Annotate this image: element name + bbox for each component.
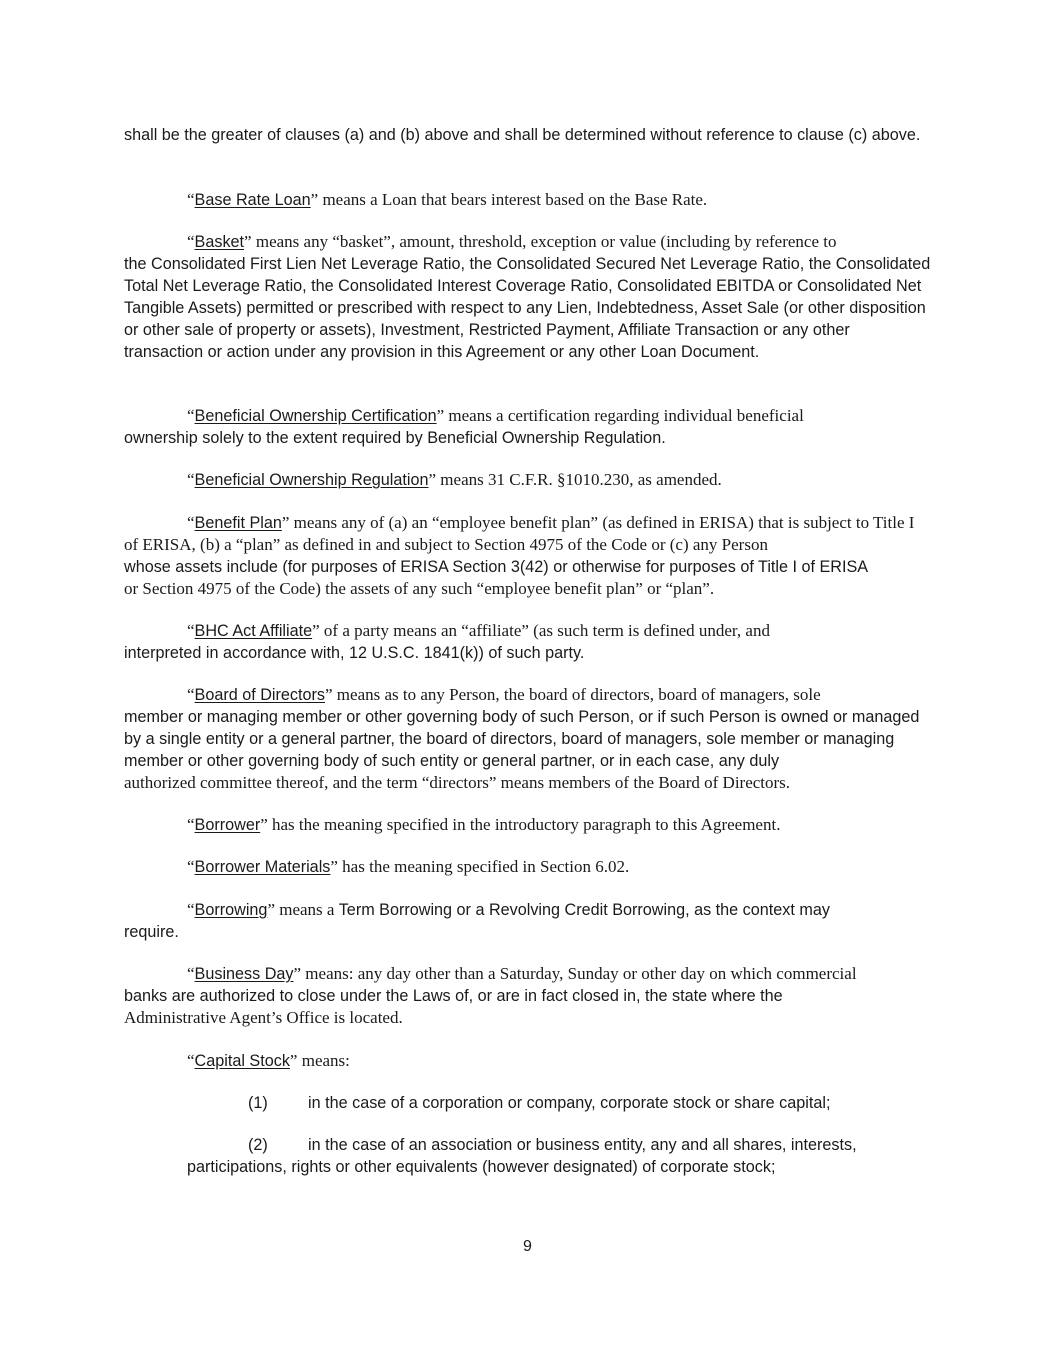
definition-beneficial-ownership-certification-body: ownership solely to the extent required by Beneficial Ownership Regulation. — [124, 429, 666, 447]
definition-borrowing-end: require. — [124, 923, 179, 941]
defined-term: Borrower Materials — [194, 858, 331, 876]
defined-term: BHC Act Affiliate — [194, 622, 313, 640]
definition-board-of-directors-body: member or managing member or other governing body of such Person, or if such Person is owned or managed by a single entity or a general partner, the board of directors, board of managers, sole member or managing member or other governing body of such entity or general partner, or in each case, any duly — [124, 708, 920, 770]
defined-term: Benefit Plan — [194, 514, 282, 532]
definition-bhc-act-affiliate-body: interpreted in accordance with, 12 U.S.C. 1841(k)) of such party. — [124, 644, 585, 662]
definition-capital-stock: “Capital Stock” means: — [187, 1051, 350, 1070]
definition-borrowing: “Borrowing” means a Term Borrowing or a Revolving Credit Borrowing, as the context may — [187, 900, 830, 919]
definition-base-rate-loan: “Base Rate Loan” means a Loan that bears interest based on the Base Rate. — [187, 190, 708, 209]
definition-benefit-plan-end: or Section 4975 of the Code) the assets of any such “employee benefit plan” or “plan”. — [124, 579, 715, 598]
intro-paragraph: shall be the greater of clauses (a) and (b) above and shall be determined without reference to clause (c) above. — [124, 126, 921, 144]
clause-number: (1) — [248, 1094, 268, 1112]
clause-2 — [187, 1134, 932, 1156]
definition-borrower-materials: “Borrower Materials” has the meaning specified in Section 6.02. — [187, 857, 630, 876]
definition-beneficial-ownership-certification: “Beneficial Ownership Certification” means a certification regarding individual beneficial — [187, 406, 804, 425]
defined-term: Beneficial Ownership Certification — [194, 407, 437, 425]
definition-business-day-mid: banks are authorized to close under the Laws of, or are in fact closed in, the state where the — [124, 987, 783, 1005]
defined-term: Basket — [194, 233, 245, 251]
definition-benefit-plan-mid: whose assets include (for purposes of ERISA Section 3(42) or otherwise for purposes of Title I of ERISA — [124, 558, 869, 576]
clause-number: (2) — [248, 1136, 268, 1154]
clause-2-continuation: participations, rights or other equivalents (however designated) of corporate stock; — [187, 1158, 776, 1176]
definition-basket: “Basket” means any “basket”, amount, threshold, exception or value (including by reference to — [187, 232, 837, 251]
defined-term: Capital Stock — [194, 1052, 290, 1070]
definition-business-day-end: Administrative Agent’s Office is located. — [124, 1008, 403, 1027]
definition-beneficial-ownership-regulation: “Beneficial Ownership Regulation” means 31 C.F.R. §1010.230, as amended. — [187, 470, 722, 489]
defined-term: Borrower — [194, 816, 261, 834]
definition-basket-body: the Consolidated First Lien Net Leverage Ratio, the Consolidated Secured Net Leverage Ratio, the Consolidated Total Net Leverage Ratio, the Consolidated Interest Coverage Ratio, Consolidated EBITDA or Consolidated Net Tangible Assets) permitted or prescribed with respect to any Lien, Indebtedness, Asset Sale (or other disposition or other sale of property or assets), Investment, Restricted Payment, Affiliate Transaction or any other transaction or action under any provision in this Agreement or any other Loan Document. — [124, 255, 931, 361]
defined-term: Base Rate Loan — [194, 191, 311, 209]
page-number: 9 — [523, 1238, 532, 1255]
definition-benefit-plan: “Benefit Plan” means any of (a) an “employee benefit plan” (as defined in ERISA) that is subject to Title I of ERISA, (b) a “plan” as defined in and subject to Section 4975 of the Code or (c) any Person — [124, 513, 915, 554]
clause-text: in the case of an association or business entity, any and all shares, interests, — [308, 1136, 857, 1154]
definition-bhc-act-affiliate: “BHC Act Affiliate” of a party means an “affiliate” (as such term is defined under, and — [187, 621, 770, 640]
definition-borrower: “Borrower” has the meaning specified in the introductory paragraph to this Agreement. — [187, 815, 781, 834]
definition-board-of-directors-end: authorized committee thereof, and the term “directors” means members of the Board of Directors. — [124, 773, 791, 792]
clause-text: in the case of a corporation or company, corporate stock or share capital; — [308, 1094, 831, 1112]
defined-term: Borrowing — [194, 901, 268, 919]
definition-business-day: “Business Day” means: any day other than a Saturday, Sunday or other day on which commercial — [187, 964, 857, 983]
clause-1 — [187, 1092, 932, 1114]
definition-board-of-directors: “Board of Directors” means as to any Person, the board of directors, board of managers, sole — [187, 685, 821, 704]
defined-term: Board of Directors — [194, 686, 325, 704]
defined-term: Beneficial Ownership Regulation — [194, 471, 429, 489]
defined-term: Business Day — [194, 965, 294, 983]
